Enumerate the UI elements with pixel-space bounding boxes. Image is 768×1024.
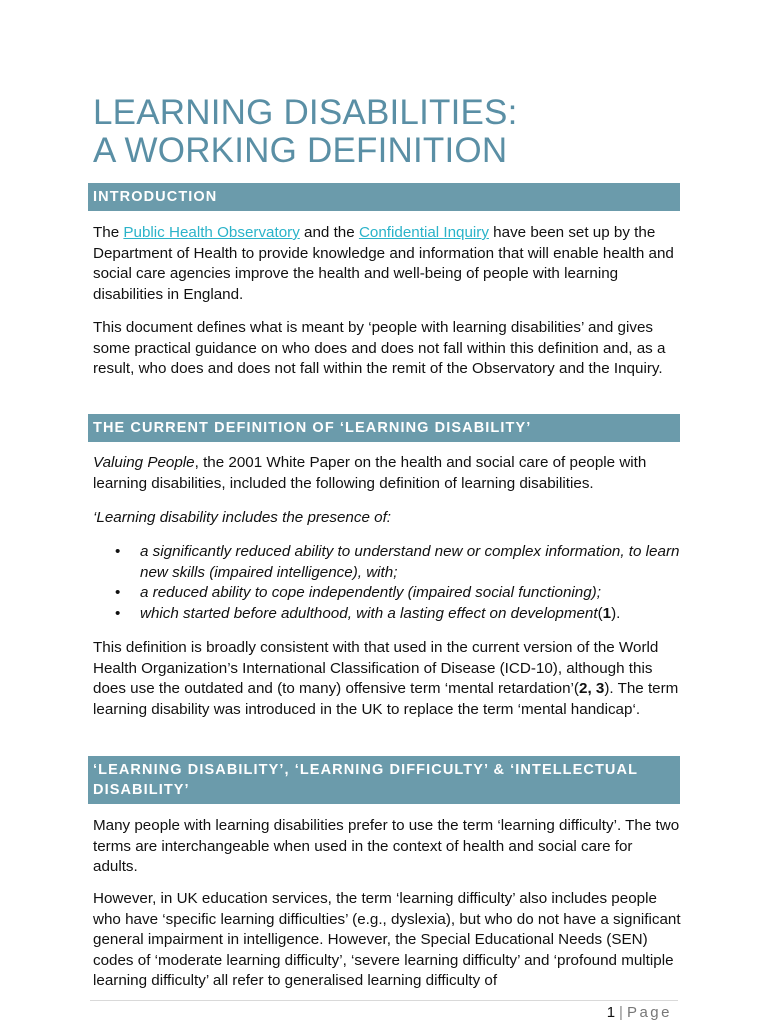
intro-paragraph-2-text: This document defines what is meant by ‘people with learning disabilities’ and gives some practical guidance on who does and does not fall within this definition and, as a result, who does and does not fall within the remit of the Observatory and the Inquiry.: [93, 319, 666, 378]
reference-2-3: 2, 3: [579, 680, 605, 698]
bullet-icon: •: [115, 584, 121, 602]
public-health-observatory-link[interactable]: Public Health Observatory: [123, 224, 300, 241]
bullet-icon: •: [115, 604, 121, 622]
definition-paragraph-1: [93, 453, 681, 494]
section-heading-current-definition: THE CURRENT DEFINITION OF ‘LEARNING DISABILITY’: [88, 414, 680, 442]
intro-text-1: The: [93, 224, 124, 241]
title-line-1: LEARNING DISABILITIES:: [93, 93, 518, 132]
list-item: • which started before adulthood, with a lasting effect on development(1).: [93, 604, 681, 625]
document-title: [93, 94, 518, 170]
intro-text-3: have been set up by the Department of Health to provide knowledge and information that will enable health and social care agencies improve the health and well-being of people with learning disabilities in England.: [93, 224, 674, 303]
bullet-icon: •: [115, 543, 121, 560]
confidential-inquiry-link[interactable]: Confidential Inquiry: [358, 224, 489, 241]
footer-divider: [90, 1000, 678, 1001]
intro-text-2: and the: [299, 224, 359, 241]
section-heading-terms: ‘LEARNING DISABILITY’, ‘LEARNING DIFFICULTY’ & ‘INTELLECTUAL DISABILITY’: [88, 756, 680, 804]
intro-paragraph-2: [93, 318, 681, 380]
intro-paragraph-1: [93, 223, 681, 305]
footer-separator: |: [619, 1004, 623, 1021]
page-label: Page: [626, 1004, 672, 1021]
definition-bullet-list: [93, 542, 681, 624]
list-item: • a reduced ability to cope independently (impaired social functioning);: [93, 583, 681, 604]
reference-1: 1: [602, 604, 612, 622]
definition-quote-intro: ‘Learning disability includes the presence of:: [93, 509, 392, 526]
valuing-people-title: Valuing People: [93, 454, 195, 471]
page-footer: [607, 1004, 672, 1021]
section-heading-introduction: INTRODUCTION: [88, 183, 680, 211]
terms-paragraph-1: Many people with learning disabilities prefer to use the term ‘learning difficulty’. The two terms are interchangeable when used in the context of health and social care for adults.: [93, 817, 680, 876]
definition-paragraph-2: This definition is broadly consistent with that used in the current version of the World Health Organization’s International Classification of Disease (ICD-10), although this does use the outdated and (to many) offensive term ‘mental retardation’(2, 3). The term learning disability was introduced in the UK to replace the term ‘mental handicap‘.: [93, 639, 679, 718]
terms-paragraph-2: However, in UK education services, the term ‘learning difficulty’ also includes people who have ‘specific learning difficulties’ (e.g., dyslexia), but who do not have a significant general impairment in intelligence. However, the Special Educational Needs (SEN) codes of ‘moderate learning difficulty’, ‘severe learning difficulty’ and ‘profound multiple learning difficulty’ all refer to generalised learning difficulty of: [93, 890, 681, 990]
definition-paragraph-1-text: , the 2001 White Paper on the health and social care of people with learning disabilities, included the following definition of learning disabilities.: [93, 454, 647, 492]
title-line-2: A WORKING DEFINITION: [93, 131, 508, 170]
list-item: • a significantly reduced ability to understand new or complex information, to learn new skills (impaired intelligence), with;: [115, 543, 680, 581]
page-number: 1: [606, 1004, 616, 1021]
